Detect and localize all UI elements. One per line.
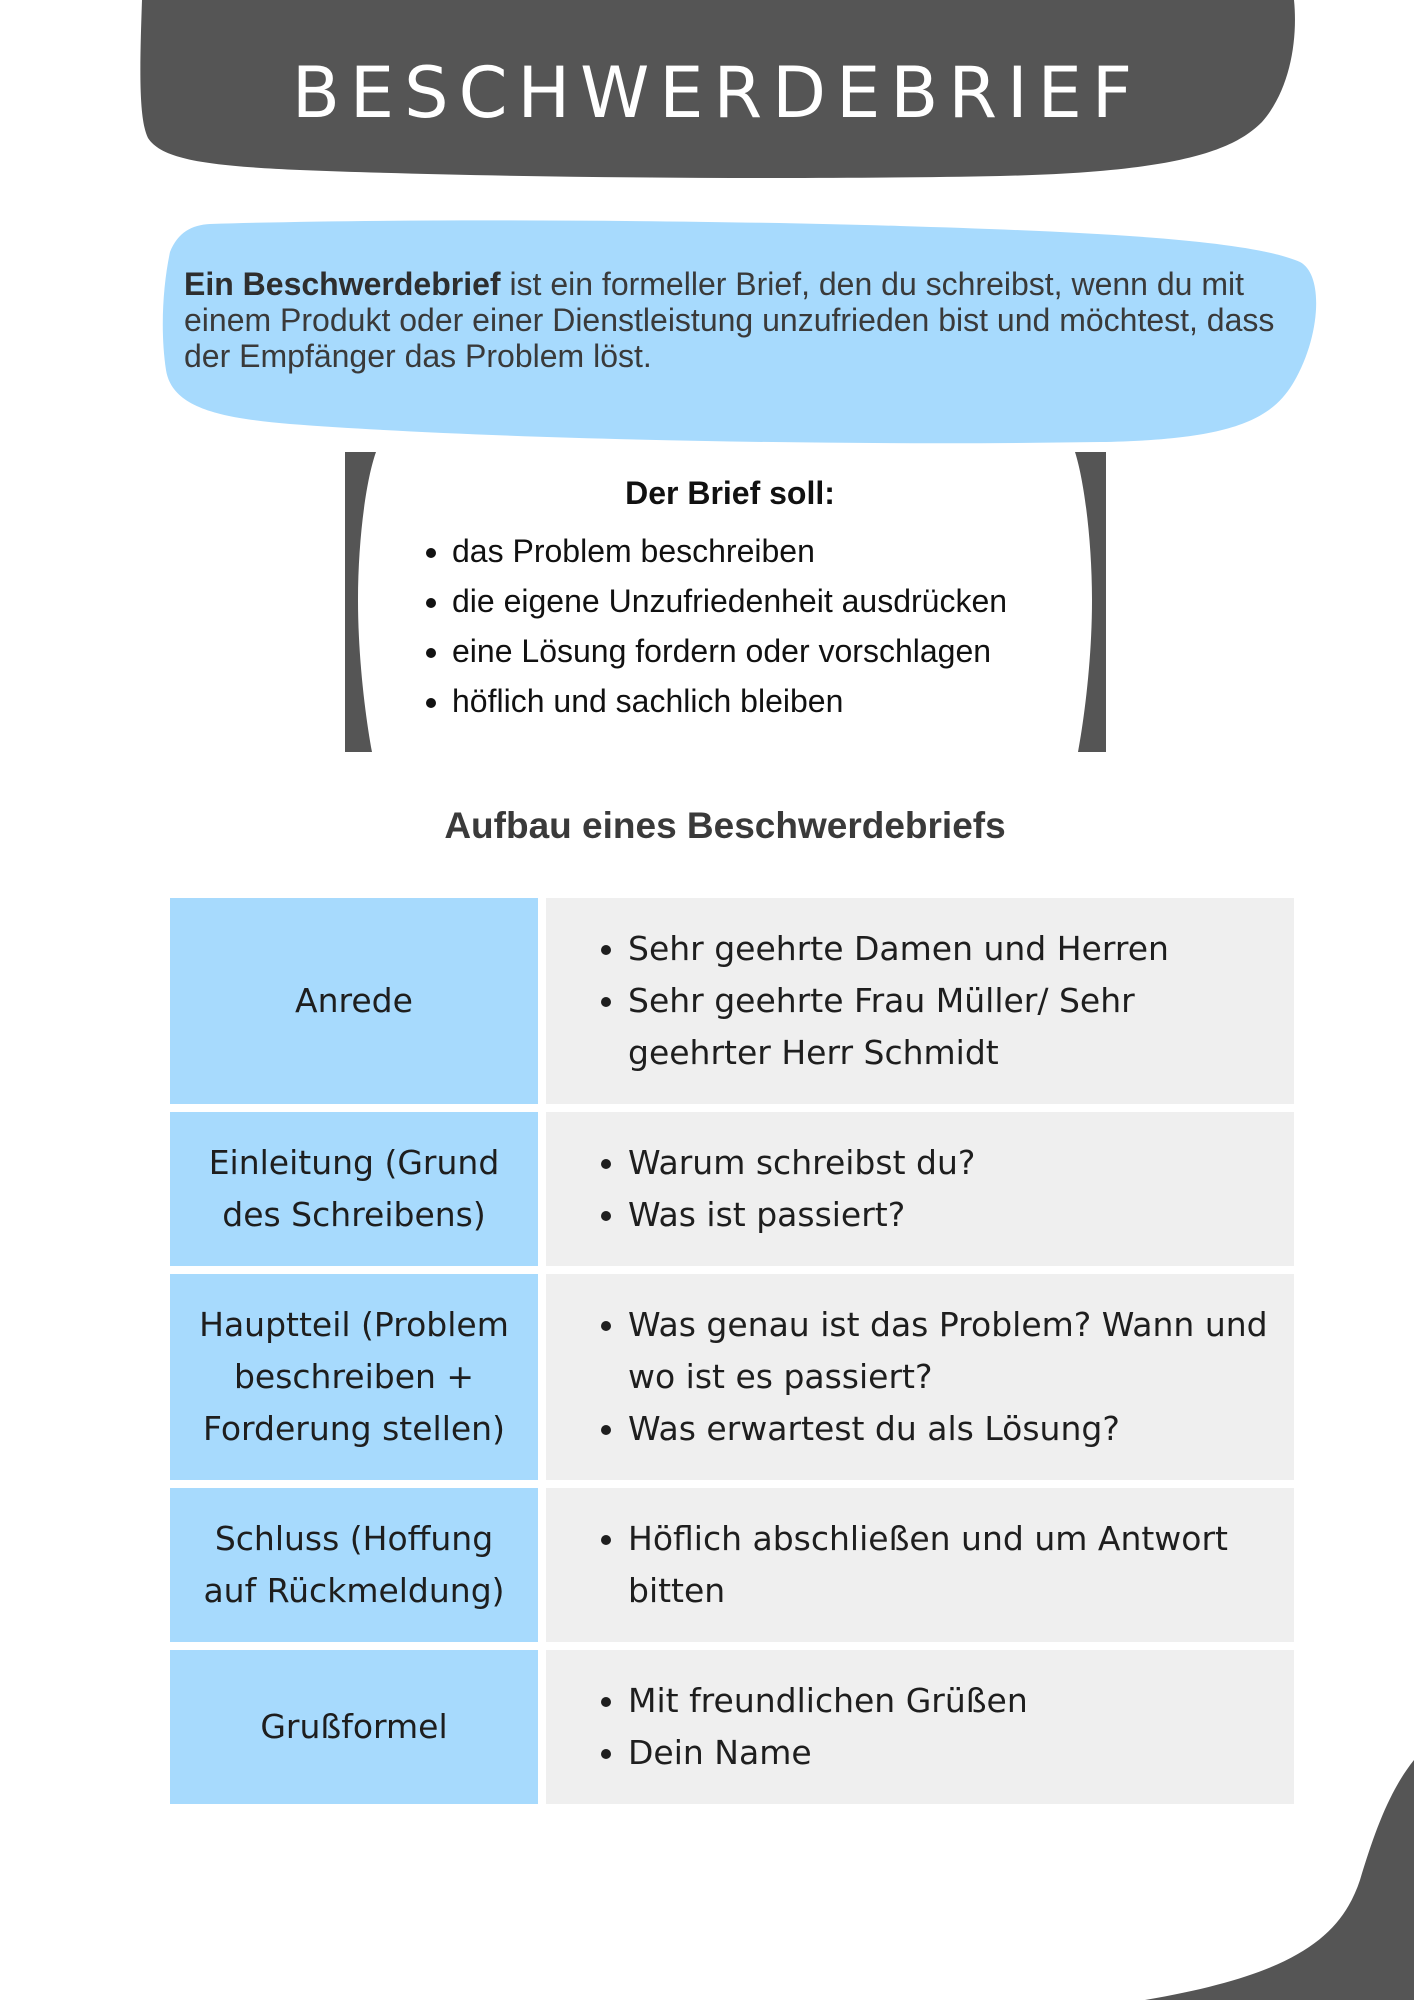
list-item: • Was genau ist das Problem? Wann und wo ist es passiert?: [628, 1299, 1274, 1403]
intro-text: [184, 266, 1314, 374]
row-label: Grußformel: [170, 1650, 538, 1804]
intro-bold-term: Ein Beschwerdebrief: [184, 266, 501, 302]
list-item: • Was ist passiert?: [628, 1189, 1274, 1241]
right-bracket: [1075, 452, 1106, 752]
table-row: [170, 1112, 1294, 1266]
row-content: [546, 1274, 1294, 1480]
brief-requirements: [390, 470, 1070, 726]
row-content: [546, 1488, 1294, 1642]
row-label: Schluss (Hoffung auf Rückmeldung): [170, 1488, 538, 1642]
list-item: • Dein Name: [628, 1727, 1274, 1779]
page-title: BESCHWERDEBRIEF: [291, 52, 1143, 134]
row-content: [546, 1112, 1294, 1266]
brief-list: [390, 526, 1070, 726]
table-row: [170, 1650, 1294, 1804]
row-content: [546, 898, 1294, 1104]
structure-heading: Aufbau eines Beschwerdebriefs: [444, 805, 1006, 846]
list-item: • Sehr geehrte Damen und Herren: [628, 923, 1274, 975]
list-item: • Mit freundlichen Grüßen: [628, 1675, 1274, 1727]
intro-definition: ist ein formeller Brief, den du schreibst, wenn du mit einem Produkt oder einer Dienstleistung unzufrieden bist und möchtest, dass der Empfänger das Problem löst.: [184, 266, 1275, 374]
list-item: • Was erwartest du als Lösung?: [628, 1403, 1274, 1455]
row-label: Hauptteil (Problem beschreiben + Forderung stellen): [170, 1274, 538, 1480]
list-item: • Sehr geehrte Frau Müller/ Sehr geehrter Herr Schmidt: [628, 975, 1274, 1079]
list-item: • Höflich abschließen und um Antwort bitten: [628, 1513, 1274, 1617]
list-item: • das Problem beschreiben: [452, 526, 1070, 576]
row-content: [546, 1650, 1294, 1804]
list-item: • höflich und sachlich bleiben: [452, 676, 1070, 726]
table-row: [170, 1274, 1294, 1480]
list-item: • eine Lösung fordern oder vorschlagen: [452, 626, 1070, 676]
brief-heading: Der Brief soll:: [625, 475, 835, 511]
row-label: Anrede: [170, 898, 538, 1104]
structure-table: [162, 890, 1302, 1812]
list-item: • Warum schreibst du?: [628, 1137, 1274, 1189]
left-bracket: [345, 452, 376, 752]
row-label: Einleitung (Grund des Schreibens): [170, 1112, 538, 1266]
list-item: • die eigene Unzufriedenheit ausdrücken: [452, 576, 1070, 626]
table-row: [170, 1488, 1294, 1642]
table-row: [170, 898, 1294, 1104]
